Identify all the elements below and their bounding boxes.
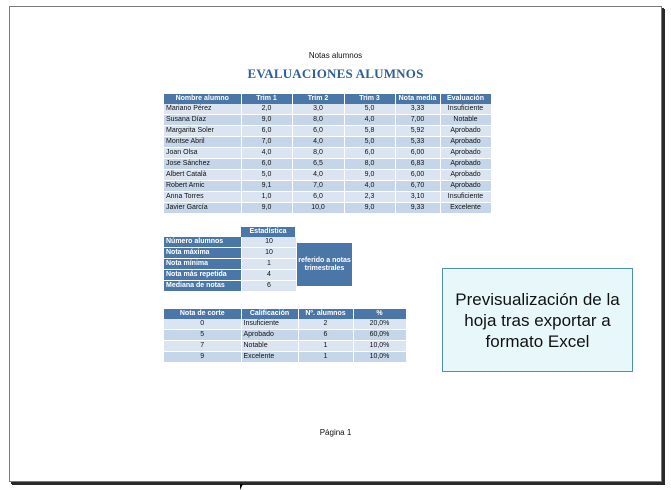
column-header: Trim 3 — [344, 94, 395, 104]
column-header: Nota de corte — [164, 309, 241, 319]
stat-value: 1 — [242, 259, 297, 270]
table-row — [164, 115, 491, 126]
column-header: Nota media — [395, 94, 440, 104]
cell: 3,10 — [395, 192, 440, 203]
table-row — [164, 104, 491, 115]
cell: 6,83 — [395, 159, 440, 170]
cell: 9,0 — [344, 203, 395, 214]
cell: 8,0 — [292, 148, 344, 159]
cell: 3,0 — [292, 104, 344, 115]
stats-note-text: referido a notas trimestrales — [298, 256, 351, 272]
cell: 6,0 — [344, 148, 395, 159]
cell: Robert Arnic — [164, 181, 241, 192]
cell: Insuficiente — [440, 192, 491, 203]
table-row — [164, 330, 406, 341]
cell: 6,0 — [241, 159, 292, 170]
stat-label: Nota mínima — [164, 259, 242, 270]
cell: 7,0 — [241, 137, 292, 148]
table-row — [164, 137, 491, 148]
table-row — [164, 281, 296, 292]
table-row — [164, 237, 296, 248]
sheet-title: EVALUACIONES ALUMNOS — [247, 66, 424, 81]
cell: 5,0 — [344, 137, 395, 148]
cell: 10,0% — [353, 352, 406, 363]
cell: Notable — [241, 341, 298, 352]
column-header: Calificación — [241, 309, 298, 319]
column-header: Trim 2 — [292, 94, 344, 104]
cell: 6,0 — [292, 192, 344, 203]
cell: Albert Català — [164, 170, 241, 181]
table-row — [164, 248, 296, 259]
column-header: Evaluación — [440, 94, 491, 104]
cell: 9,0 — [241, 203, 292, 214]
cell: Mariano Pérez — [164, 104, 241, 115]
cell: 5,33 — [395, 137, 440, 148]
cell: Aprobado — [440, 148, 491, 159]
cell: 1,0 — [241, 192, 292, 203]
grades-header-row — [164, 94, 491, 104]
table-row — [164, 341, 406, 352]
cell: 7,0 — [292, 181, 344, 192]
table-row — [164, 352, 406, 363]
cell: 10,0 — [292, 203, 344, 214]
cell: 5,0 — [241, 170, 292, 181]
cell: Aprobado — [440, 159, 491, 170]
cell: 8,0 — [344, 159, 395, 170]
cell: 20,0% — [353, 319, 406, 330]
cell: 60,0% — [353, 330, 406, 341]
cell: 6,5 — [292, 159, 344, 170]
cell: 3,33 — [395, 104, 440, 115]
cell: 4,0 — [241, 148, 292, 159]
cell: 4,0 — [292, 170, 344, 181]
cell: Aprobado — [440, 137, 491, 148]
stats-table — [164, 237, 296, 292]
grades-table — [164, 94, 492, 214]
column-header: % — [353, 309, 406, 319]
stat-value: 10 — [242, 237, 297, 248]
page-footer: Página 1 — [319, 428, 352, 437]
stat-label: Número alumnos — [164, 237, 242, 248]
table-row — [164, 159, 491, 170]
cutoff-header-row — [164, 309, 406, 319]
cell: 9,0 — [241, 115, 292, 126]
column-header: Nº. alumnos — [298, 309, 353, 319]
cell: 5,92 — [395, 126, 440, 137]
cell: Excelente — [440, 203, 491, 214]
stats-note — [297, 243, 352, 286]
cell: 0 — [164, 319, 241, 330]
stat-label: Nota máxima — [164, 248, 242, 259]
cell: 6 — [298, 330, 353, 341]
cell: 4,0 — [344, 181, 395, 192]
page-header: Notas alumnos — [308, 51, 363, 60]
table-row — [164, 319, 406, 330]
cell: Aprobado — [440, 181, 491, 192]
cell: 6,0 — [292, 126, 344, 137]
stats-header: Estadística — [241, 227, 295, 237]
cell: 7,00 — [395, 115, 440, 126]
cell: 4,0 — [344, 115, 395, 126]
cell: 2 — [298, 319, 353, 330]
stat-label: Nota más repetida — [164, 270, 242, 281]
export-callout — [442, 268, 633, 372]
cell: Anna Torres — [164, 192, 241, 203]
cell: Jose Sánchez — [164, 159, 241, 170]
cell: 10,0% — [353, 341, 406, 352]
table-row — [164, 203, 491, 214]
cell: Montse Abril — [164, 137, 241, 148]
cell: 9,0 — [344, 170, 395, 181]
cell: 6,0 — [241, 126, 292, 137]
cell: Aprobado — [440, 170, 491, 181]
cell: Notable — [440, 115, 491, 126]
stat-value: 4 — [242, 270, 297, 281]
cell: Javier García — [164, 203, 241, 214]
cell: Susana Díaz — [164, 115, 241, 126]
cell: Insuficiente — [440, 104, 491, 115]
cell: 1 — [298, 341, 353, 352]
cutoff-table — [164, 309, 407, 363]
table-row — [164, 148, 491, 159]
table-row — [164, 170, 491, 181]
stat-value: 6 — [242, 281, 297, 292]
cell: 5,8 — [344, 126, 395, 137]
table-row — [164, 181, 491, 192]
cell: 1 — [298, 352, 353, 363]
column-header: Nombre alumno — [164, 94, 241, 104]
cell: Insuficiente — [241, 319, 298, 330]
mouse-cursor-icon — [240, 484, 243, 490]
cell: Aprobado — [241, 330, 298, 341]
cell: 6,70 — [395, 181, 440, 192]
table-row — [164, 192, 491, 203]
cell: 9,1 — [241, 181, 292, 192]
callout-text: Previsualización de la hoja tras exportar a formato Excel — [455, 289, 620, 351]
cell: 6,00 — [395, 170, 440, 181]
table-row — [164, 270, 296, 281]
column-header: Trim 1 — [241, 94, 292, 104]
cell: 5 — [164, 330, 241, 341]
cell: 9,33 — [395, 203, 440, 214]
cell: 9 — [164, 352, 241, 363]
cell: 4,0 — [292, 137, 344, 148]
cell: 8,0 — [292, 115, 344, 126]
cell: Aprobado — [440, 126, 491, 137]
cell: 6,00 — [395, 148, 440, 159]
stat-label: Mediana de notas — [164, 281, 242, 292]
cell: Excelente — [241, 352, 298, 363]
cell: 2,3 — [344, 192, 395, 203]
table-row — [164, 126, 491, 137]
stat-value: 10 — [242, 248, 297, 259]
cell: 2,0 — [241, 104, 292, 115]
cell: 7 — [164, 341, 241, 352]
cell: 5,0 — [344, 104, 395, 115]
cell: Margarita Soler — [164, 126, 241, 137]
cell: Joan Olsa — [164, 148, 241, 159]
table-row — [164, 259, 296, 270]
